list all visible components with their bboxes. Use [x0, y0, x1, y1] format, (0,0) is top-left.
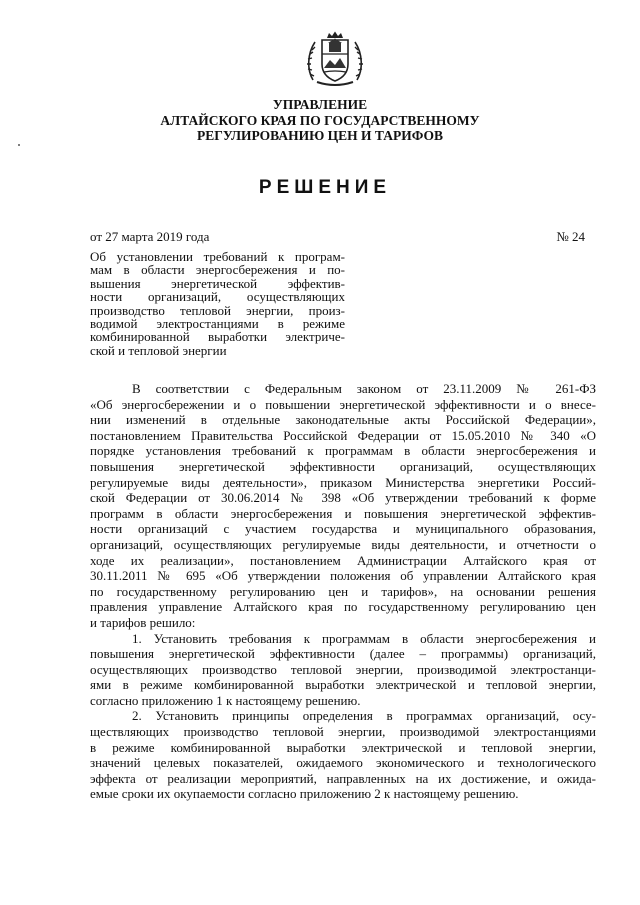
body-line: повышения энергетической эффективности организаций, осуществляющих — [90, 458, 596, 474]
body-line: «Об энергосбережении и о повышении энергетической эффективности и о внесе- — [90, 396, 596, 412]
document-body — [90, 381, 596, 802]
agency-line: РЕГУЛИРОВАНИЮ ЦЕН И ТАРИФОВ — [196, 128, 444, 143]
subject-line: Об установлении требований к програм- — [90, 249, 345, 264]
body-line: эффекта от реализации мероприятий, направленных на их достижение, и ожида- — [90, 770, 596, 786]
body-line: осуществляющих производство тепловой энергии, производимой электростанци- — [90, 661, 596, 677]
body-line: порядке установления требований к программам в области энергосбережения и — [90, 443, 596, 459]
body-line: В соответствии с Федеральным законом от 23.11.2009 № 261-ФЗ — [132, 381, 596, 396]
body-line: программ в области энергосбережения и повышения энергетической эффектив- — [90, 505, 596, 521]
subject-line: производство тепловой энергии, произ- — [90, 302, 345, 318]
subject-line: комбинированной выработки электриче- — [90, 329, 345, 345]
body-line: 2. Установить принципы определения в программах организаций, осу- — [132, 708, 596, 724]
body-line: правления управление Алтайского края по государственному регулированию цен — [90, 599, 596, 615]
body-line: ществляющих производство тепловой энергии, производимой электростанциями — [90, 724, 596, 740]
agency-line: АЛТАЙСКОГО КРАЯ ПО ГОСУДАРСТВЕННОМУ — [160, 112, 480, 128]
agency-name — [0, 97, 640, 144]
body-line: ходе их реализации», постановлением Администрации Алтайского края от — [90, 552, 596, 568]
body-line: и тарифов решило: — [90, 614, 196, 630]
scan-speck — [18, 144, 20, 146]
body-line: в режиме комбинированной выработки электрической и тепловой энергии, — [90, 739, 596, 755]
body-line: повышения энергетической эффективности (далее – программы) организаций, — [90, 646, 596, 662]
body-line: нии изменений в отдельные законодательные акты Российской Федерации», — [90, 412, 596, 428]
body-line: ями в режиме комбинированной выработки электрической и тепловой энергии, — [90, 677, 596, 693]
subject-line: ности организаций, осуществляющих — [90, 289, 345, 305]
body-line: значений целевых показателей, ожидаемого экономического и технологического — [90, 755, 596, 771]
document-subject — [90, 250, 345, 357]
agency-line: УПРАВЛЕНИЕ — [272, 97, 368, 112]
document-type-title: РЕШЕНИЕ — [258, 177, 392, 198]
body-line: ской Федерации от 30.06.2014 № 398 «Об утверждении требований к форме — [90, 490, 596, 506]
body-line: ности организаций с участием государства и муниципального образования, — [90, 521, 596, 537]
subject-line: вышения энергетической эффектив- — [90, 275, 345, 291]
body-line: по государственному регулированию цен и тарифов», на основании решения — [90, 583, 596, 599]
document-number: № 24 — [556, 229, 585, 244]
body-line: регулируемые виды деятельности», приказом Министерства энергетики Россий- — [90, 474, 596, 490]
body-line: организаций, осуществляющих регулируемые виды деятельности, и отчетности о — [90, 536, 596, 552]
body-line: постановлением Правительства Российской Федерации от 15.05.2010 № 340 «О — [90, 427, 596, 443]
body-line: согласно приложению 1 к настоящему решению. — [90, 692, 361, 708]
document-date: от 27 марта 2019 года — [90, 229, 210, 244]
coat-of-arms-emblem — [305, 30, 365, 90]
body-line: 1. Установить требования к программам в области энергосбережения и — [132, 630, 596, 646]
body-line: 30.11.2011 № 695 «Об утверждении положения об управлении Алтайского края — [90, 568, 596, 584]
subject-line: мам в области энергосбережения и по- — [90, 262, 345, 278]
subject-line: ской и тепловой энергии — [90, 342, 227, 358]
body-line: емые сроки их окупаемости согласно приложению 2 к настоящему решению. — [90, 786, 519, 802]
subject-line: водимой электростанциями в режиме — [90, 316, 345, 332]
